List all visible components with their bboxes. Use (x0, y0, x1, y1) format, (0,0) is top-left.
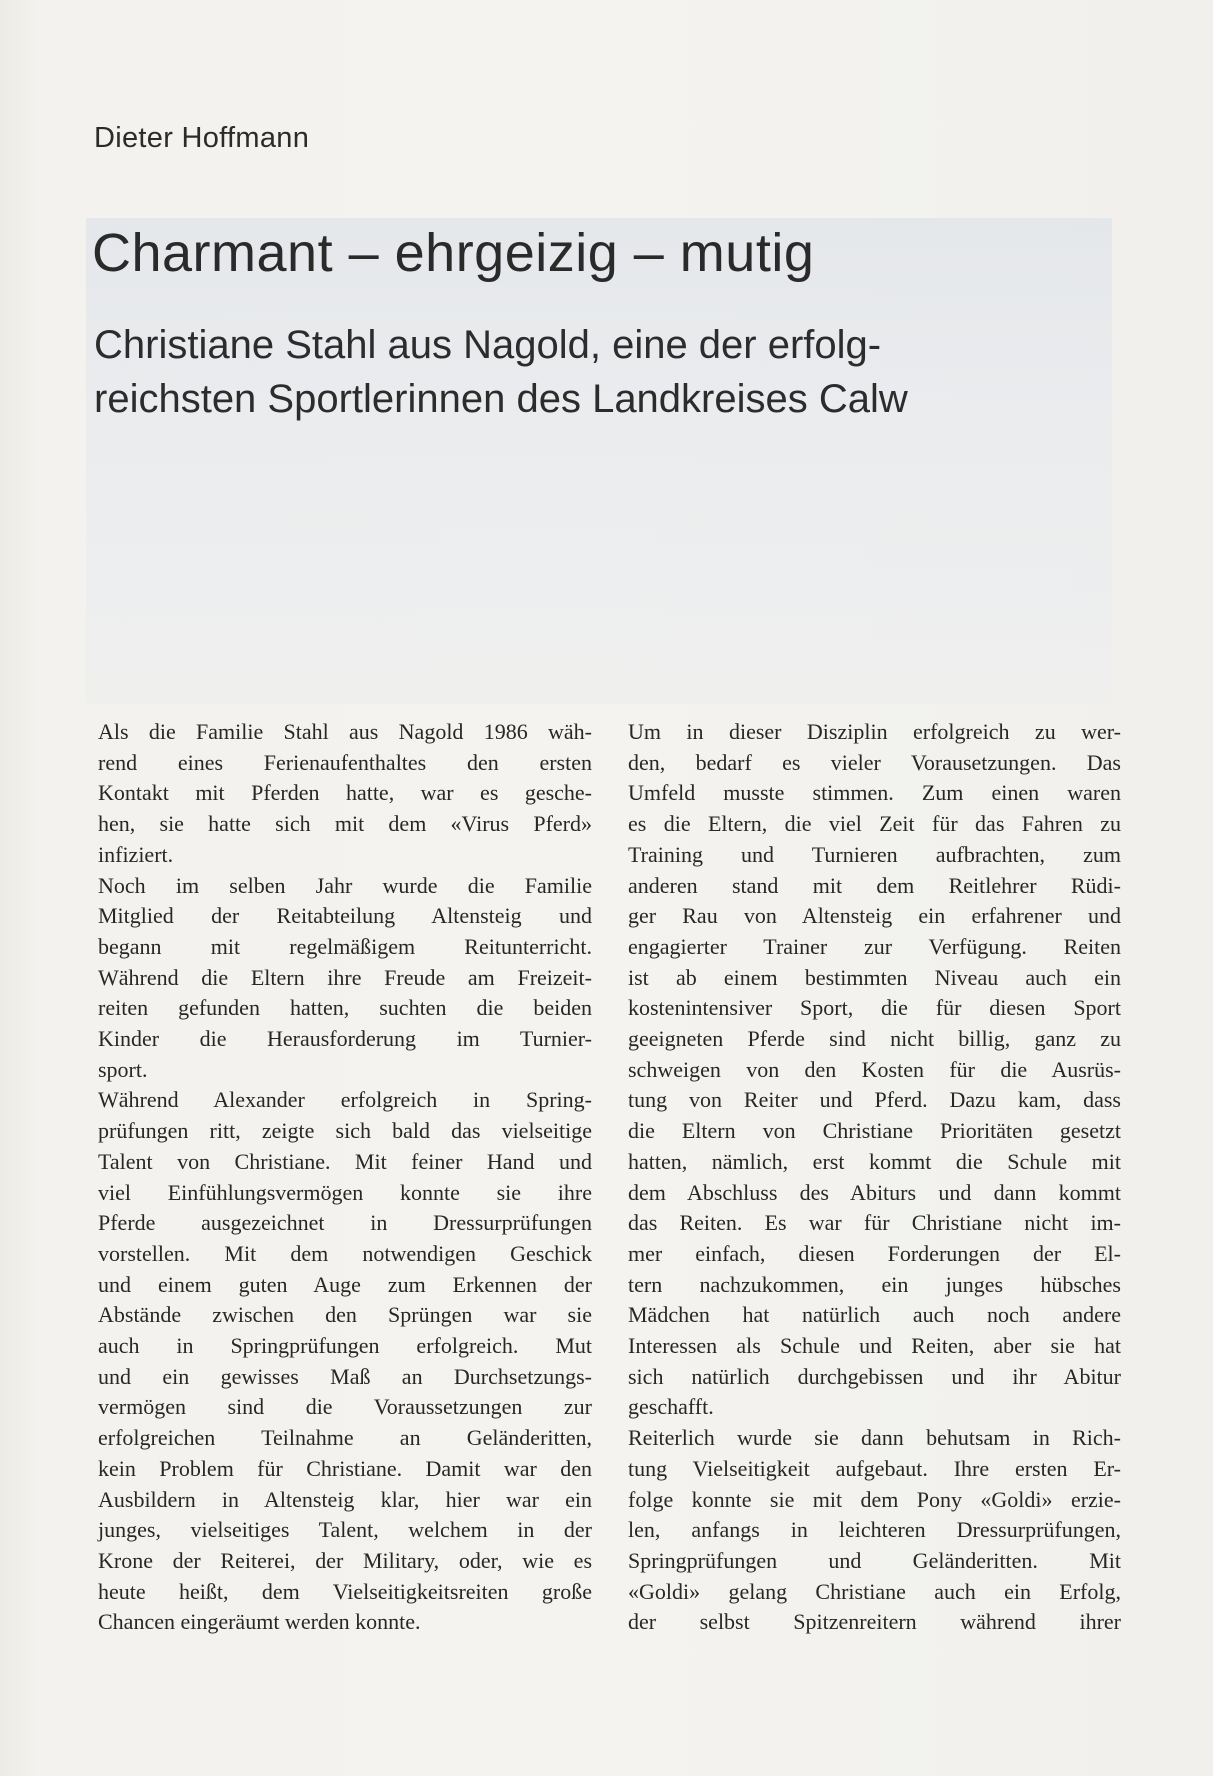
text-line: reiten gefunden hatten, suchten die beiden (98, 995, 592, 1021)
text-line: erfolgreichen Teilnahme an Geländeritten, (98, 1425, 592, 1451)
text-line: der selbst Spitzenreitern während ihrer (628, 1609, 1121, 1635)
text-line: Ausbildern in Altensteig klar, hier war ein (98, 1486, 592, 1512)
text-line: Talent von Christiane. Mit feiner Hand und (98, 1148, 592, 1174)
text-line: Interessen als Schule und Reiten, aber sie hat (628, 1333, 1121, 1359)
text-line: begann mit regelmäßigem Reitunterricht. (98, 933, 592, 959)
text-line: Um in dieser Disziplin erfolgreich zu wer- (628, 719, 1121, 744)
text-line: kostenintensiver Sport, die für diesen Sport (628, 995, 1121, 1021)
text-line: Kontakt mit Pferden hatte, war es gesche- (98, 780, 592, 806)
text-line: mer einfach, diesen Forderungen der El- (628, 1240, 1121, 1266)
right-text-column (628, 717, 1121, 1638)
text-line: ger Rau von Altensteig ein erfahrener und (628, 903, 1121, 929)
text-line: Als die Familie Stahl aus Nagold 1986 wäh- (98, 719, 592, 744)
left-text-column (98, 717, 592, 1638)
text-line: Kinder die Herausforderung im Turnier- (98, 1026, 592, 1052)
text-line: vermögen sind die Voraussetzungen zur (98, 1394, 592, 1420)
subtitle-line: Christiane Stahl aus Nagold, eine der erfolg- (94, 323, 882, 367)
text-line: es die Eltern, die viel Zeit für das Fahren zu (628, 811, 1121, 837)
text-line: Krone der Reiterei, der Military, oder, wie es (98, 1547, 592, 1573)
text-line: Mädchen hat natürlich auch noch andere (628, 1302, 1121, 1328)
text-line: heute heißt, dem Vielseitigkeitsreiten große (98, 1578, 592, 1604)
text-line: tung von Reiter und Pferd. Dazu kam, dass (628, 1087, 1121, 1113)
text-line: Chancen eingeräumt werden konnte. (98, 1609, 421, 1635)
text-line: len, anfangs in leichteren Dressurprüfungen, (628, 1517, 1121, 1543)
text-line: anderen stand mit dem Reitlehrer Rüdi- (628, 872, 1121, 898)
text-line: kein Problem für Christiane. Damit war den (98, 1455, 592, 1481)
text-line: Während Alexander erfolgreich in Spring- (98, 1087, 592, 1113)
text-line: engagierter Trainer zur Verfügung. Reiten (628, 933, 1121, 959)
text-line: Springprüfungen und Geländeritten. Mit (628, 1547, 1121, 1573)
subtitle-line: reichsten Sportlerinnen des Landkreises Calw (94, 377, 908, 421)
text-line: Umfeld musste stimmen. Zum einen waren (628, 780, 1121, 806)
text-line: und einem guten Auge zum Erkennen der (98, 1271, 592, 1297)
text-line: prüfungen ritt, zeigte sich bald das vielseitige (98, 1118, 592, 1144)
text-line: geeigneten Pferde sind nicht billig, ganz zu (628, 1026, 1121, 1052)
text-line: tern nachzukommen, ein junges hübsches (628, 1271, 1121, 1297)
article-title: Charmant – ehrgeizig – mutig (92, 223, 815, 283)
text-line: folge konnte sie mit dem Pony «Goldi» erzie- (628, 1486, 1121, 1512)
text-line: geschafft. (628, 1394, 714, 1420)
text-line: rend eines Ferienaufenthaltes den ersten (98, 749, 592, 775)
text-line: tung Vielseitigkeit aufgebaut. Ihre ersten Er- (628, 1455, 1121, 1481)
faded-photo-background (86, 218, 1112, 704)
text-line: schweigen von den Kosten für die Ausrüs- (628, 1056, 1121, 1082)
text-line: Noch im selben Jahr wurde die Familie (98, 872, 592, 898)
text-line: den, bedarf es vieler Vorausetzungen. Das (628, 749, 1121, 775)
text-line: infiziert. (98, 841, 174, 867)
text-line: auch in Springprüfungen erfolgreich. Mut (98, 1333, 592, 1359)
text-line: «Goldi» gelang Christiane auch ein Erfolg, (628, 1578, 1121, 1604)
text-line: vorstellen. Mit dem notwendigen Geschick (98, 1240, 592, 1266)
text-line: Mitglied der Reitabteilung Altensteig und (98, 903, 592, 929)
text-line: die Eltern von Christiane Prioritäten gesetzt (628, 1118, 1121, 1144)
text-line: junges, vielseitiges Talent, welchem in der (98, 1517, 592, 1543)
author-name: Dieter Hoffmann (94, 122, 310, 154)
text-line: Pferde ausgezeichnet in Dressurprüfungen (98, 1210, 592, 1236)
text-line: sich natürlich durchgebissen und ihr Abitur (628, 1363, 1121, 1389)
article-subtitle (94, 318, 1104, 426)
text-line: dem Abschluss des Abiturs und dann kommt (628, 1179, 1121, 1205)
text-line: das Reiten. Es war für Christiane nicht im- (628, 1210, 1121, 1236)
text-line: Training und Turnieren aufbrachten, zum (628, 841, 1121, 867)
text-line: Reiterlich wurde sie dann behutsam in Rich- (628, 1425, 1121, 1451)
text-line: sport. (98, 1056, 148, 1082)
text-line: und ein gewisses Maß an Durchsetzungs- (98, 1363, 592, 1389)
text-line: Abstände zwischen den Sprüngen war sie (98, 1302, 592, 1328)
text-line: hen, sie hatte sich mit dem «Virus Pferd» (98, 811, 592, 837)
text-line: viel Einfühlungsvermögen konnte sie ihre (98, 1179, 592, 1205)
text-line: Während die Eltern ihre Freude am Freizeit- (98, 964, 592, 990)
text-line: ist ab einem bestimmten Niveau auch ein (628, 964, 1121, 990)
text-line: hatten, nämlich, erst kommt die Schule mit (628, 1148, 1121, 1174)
